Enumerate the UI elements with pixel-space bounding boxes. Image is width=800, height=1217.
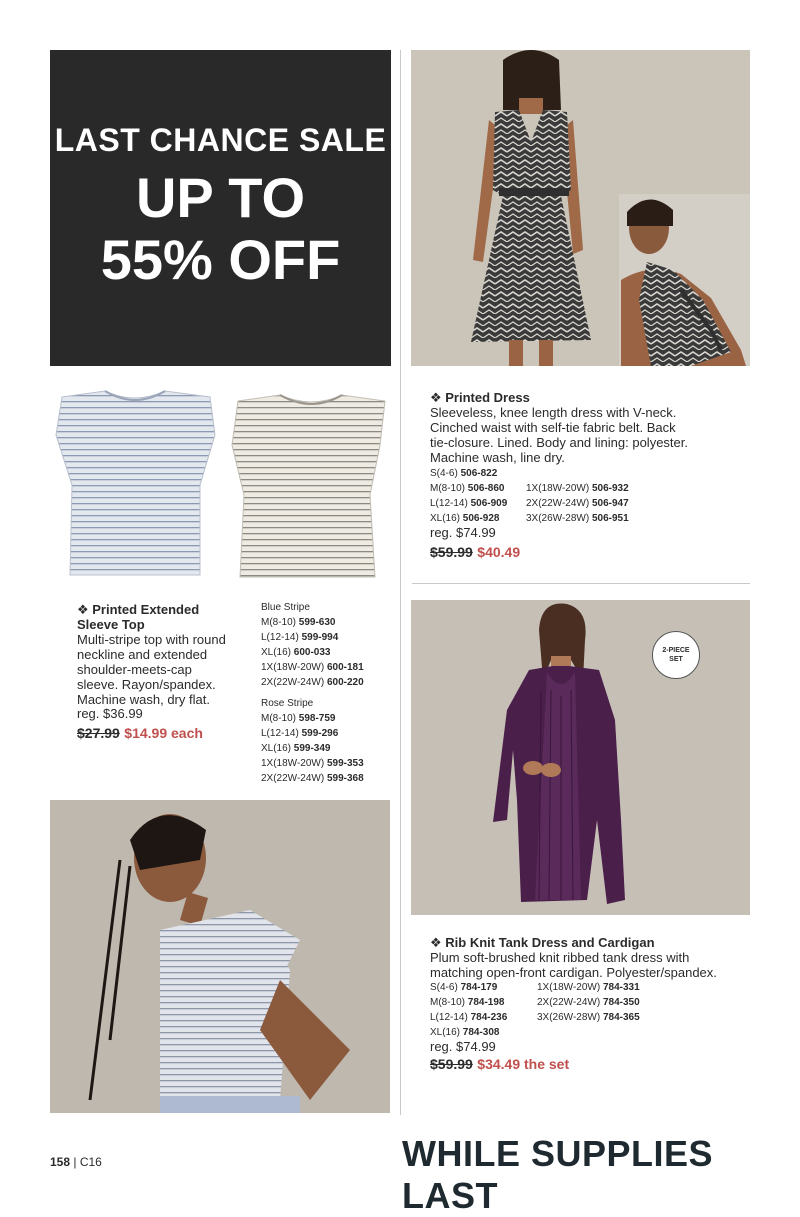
rib-knit-price	[430, 1056, 569, 1074]
sku-row: M(8-10) 506-860	[430, 483, 505, 494]
sku-row: XL(16) 599-349	[261, 743, 331, 754]
sale-price: $14.99 each	[124, 725, 203, 741]
sku-row: M(8-10) 599-630	[261, 617, 336, 628]
rib-knit-description	[430, 950, 717, 980]
desc-line: Machine wash, line dry.	[430, 450, 565, 465]
sku-row: L(12-14) 784-236	[430, 1012, 508, 1023]
vertical-divider	[400, 50, 401, 1115]
while-supplies-last-heading: WHILE SUPPLIES LAST	[402, 1133, 714, 1216]
rose-stripe-label: Rose Stripe	[261, 698, 314, 709]
rib-knit-skus-left	[430, 980, 507, 1040]
sku-row: 2X(22W-24W) 599-368	[261, 773, 364, 784]
blue-stripe-skus	[261, 600, 364, 690]
sku-row: XL(16) 506-928	[430, 513, 500, 524]
sku-row: 3X(26W-28W) 506-951	[526, 513, 629, 524]
sku-row: 2X(22W-24W) 506-947	[526, 498, 629, 509]
title-line: Sleeve Top	[77, 617, 145, 632]
sku-row: 2X(22W-24W) 784-350	[537, 997, 640, 1008]
printed-dress-title: ❖ Printed Dress	[430, 390, 530, 405]
desc-line: matching open-front cardigan. Polyester/spandex.	[430, 965, 717, 980]
printed-dress-photo[interactable]	[411, 50, 750, 366]
rib-knit-dress-photo[interactable]	[411, 600, 750, 915]
sale-banner-up-to: UP TO	[135, 166, 306, 229]
printed-dress-skus-right	[526, 481, 629, 526]
sku-row: L(12-14) 599-296	[261, 728, 339, 739]
sale-banner	[50, 50, 391, 366]
sku-row: 2X(22W-24W) 600-220	[261, 677, 364, 688]
desc-line: sleeve. Rayon/spandex.	[77, 677, 216, 692]
sku-row: M(8-10) 784-198	[430, 997, 505, 1008]
page-number	[50, 1155, 102, 1169]
sale-banner-heading: LAST CHANCE SALE	[54, 122, 387, 158]
horizontal-divider	[412, 583, 750, 584]
printed-top-price	[77, 725, 203, 743]
sku-row: L(12-14) 506-909	[430, 498, 508, 509]
striped-top-model-photo[interactable]	[50, 800, 390, 1113]
badge-line: 2-PIECE	[662, 647, 690, 654]
printed-top-reg-price: reg. $36.99	[77, 706, 143, 721]
printed-dress-description	[430, 405, 688, 465]
sku-row: 1X(18W-20W) 599-353	[261, 758, 364, 769]
page-num: 158	[50, 1155, 71, 1169]
sku-row: S(4-6) 784-179	[430, 982, 498, 993]
sku-row: S(4-6) 506-822	[430, 468, 498, 479]
rib-knit-reg-price: reg. $74.99	[430, 1039, 496, 1054]
sku-row: XL(16) 784-308	[430, 1027, 500, 1038]
sku-row: 1X(18W-20W) 600-181	[261, 662, 364, 673]
sku-row: L(12-14) 599-994	[261, 632, 339, 643]
badge-line: SET	[669, 656, 683, 663]
title-line: ❖ Printed Extended	[77, 602, 200, 617]
page-separator: |	[73, 1155, 77, 1169]
printed-dress-reg-price: reg. $74.99	[430, 525, 496, 540]
rose-stripe-skus	[261, 696, 364, 786]
printed-top-title	[77, 602, 199, 632]
old-price: $59.99	[430, 1056, 473, 1072]
desc-line: Plum soft-brushed knit ribbed tank dress with	[430, 950, 690, 965]
printed-dress-skus-left	[430, 466, 507, 526]
desc-line: Multi-stripe top with round	[77, 632, 226, 647]
sale-price: $40.49	[477, 544, 521, 560]
sku-row: M(8-10) 598-759	[261, 713, 336, 724]
desc-line: neckline and extended	[77, 647, 208, 662]
desc-line: Machine wash, dry flat.	[77, 692, 210, 707]
desc-line: Sleeveless, knee length dress with V-neck.	[430, 405, 677, 420]
two-piece-set-badge	[652, 631, 700, 679]
sale-banner-percent: 55% OFF	[100, 228, 341, 291]
page-code: C16	[79, 1155, 102, 1169]
old-price: $27.99	[77, 725, 120, 741]
blue-stripe-label: Blue Stripe	[261, 602, 310, 613]
rib-knit-title: ❖ Rib Knit Tank Dress and Cardigan	[430, 935, 655, 950]
sale-price: $34.49 the set	[477, 1056, 570, 1072]
striped-tops-photo[interactable]	[50, 385, 390, 585]
desc-line: tie-closure. Lined. Body and lining: polyester.	[430, 435, 688, 450]
printed-dress-price	[430, 544, 520, 562]
old-price: $59.99	[430, 544, 473, 560]
desc-line: shoulder-meets-cap	[77, 662, 192, 677]
sku-row: XL(16) 600-033	[261, 647, 331, 658]
sku-row: 3X(26W-28W) 784-365	[537, 1012, 640, 1023]
rib-knit-skus-right	[537, 980, 640, 1025]
printed-top-description	[77, 632, 226, 707]
sku-row: 1X(18W-20W) 784-331	[537, 982, 640, 993]
desc-line: Cinched waist with self-tie fabric belt. Back	[430, 420, 676, 435]
sku-row: 1X(18W-20W) 506-932	[526, 483, 629, 494]
